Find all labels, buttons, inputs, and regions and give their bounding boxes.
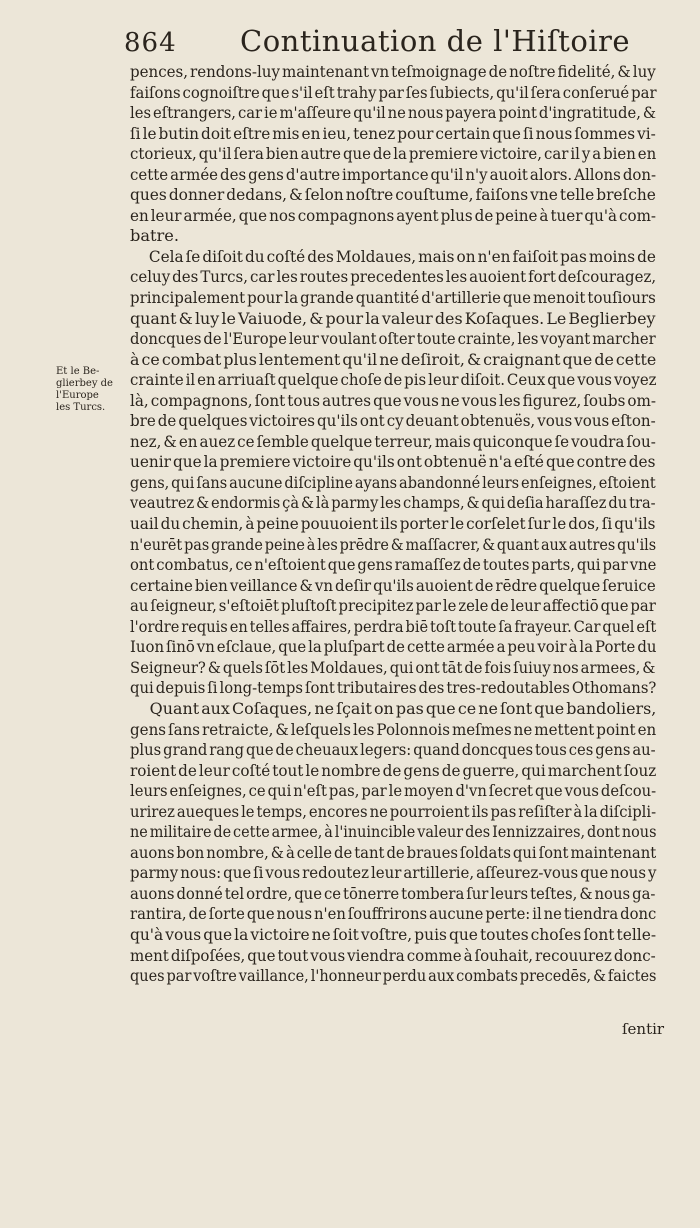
text-line: auons donné tel ordre, que ce tōnerre tombera ſur leurs teſtes, & nous ga-: [130, 883, 656, 903]
text-line: Seigneur? & quels ſōt les Moldaues, qui ont tāt de fois ſuiuy nos armees, &: [130, 657, 656, 677]
page-number: 864: [124, 28, 177, 58]
text-line: Quant aux Coſaques, ne ſçait on pas que ce ne ſont que bandoliers,: [149, 698, 657, 718]
text-line: nez, & en auez ce ſemble quelque terreur, mais quiconque ſe voudra ſou-: [130, 431, 656, 451]
text-line: cette armée des gens d'autre importance qu'il n'y auoit alors. Allons don-: [130, 164, 657, 184]
text-line: en leur armée, que nos compagnons ayent plus de peine à tuer qu'à com-: [130, 205, 657, 225]
text-line: faiſons cognoiſtre que s'il eſt trahy par ſes ſubiects, qu'il ſera conſerué par: [130, 82, 657, 102]
body-text: [130, 62, 656, 987]
marginal-note: [56, 366, 126, 414]
text-line: uenir que la premiere victoire qu'ils ont obtenuë n'a eſté que contre des: [130, 452, 656, 472]
text-line: uail du chemin, à peine pouuoient ils porter le corſelet ſur le dos, ſi qu'ils: [130, 514, 656, 534]
text-line: plus grand rang que de cheuaux legers: quand doncques tous ces gens au-: [130, 740, 656, 760]
text-line: gens, qui ſans aucune diſcipline ayans abandonné leurs enſeignes, eſtoient: [130, 472, 656, 492]
text-line: batre.: [130, 226, 179, 246]
text-line: rantira, de ſorte que nous n'en ſouffrirons aucune perte: il ne tiendra donc: [130, 904, 657, 924]
text-line: l'ordre requis en telles affaires, perdra biē toſt toute ſa frayeur. Car quel eſt: [130, 616, 657, 636]
running-title: Continuation de l'Hiſtoire: [240, 24, 631, 58]
text-line: veautrez & endormis çà & là parmy les champs, & qui deſia haraſſez du tra-: [130, 493, 656, 513]
text-line: roient de leur coſté tout le nombre de gens de guerre, qui marchent ſouz: [130, 760, 657, 780]
text-line: Cela ſe diſoit du coſté des Moldaues, mais on n'en faiſoit pas moins de: [148, 246, 656, 266]
marginal-note-line: Et le Be-: [56, 366, 100, 377]
marginal-note-line: l'Europe: [56, 390, 99, 401]
text-line: ment diſpoſées, que tout vous viendra comme à ſouhait, recouurez donc-: [130, 945, 656, 965]
text-line: gens ſans retraicte, & leſquels les Polonnois meſmes ne mettent point en: [130, 719, 657, 739]
marginal-note-line: les Turcs.: [56, 402, 106, 413]
marginal-note-line: glierbey de: [56, 378, 113, 389]
text-line: à ce combat plus lentement qu'il ne deſiroit, & craignant que de cette: [130, 349, 657, 369]
text-line: là, compagnons, ſont tous autres que vous ne vous les figurez, ſoubs om-: [130, 390, 657, 410]
catchword: ſentir: [622, 1020, 665, 1038]
text-line: certaine bien veillance & vn deſir qu'ils auoient de rēdre quelque ſeruice: [130, 575, 656, 595]
text-line: auons bon nombre, & à celle de tant de braues ſoldats qui ſont maintenant: [130, 842, 657, 862]
text-line: quant & luy le Vaiuode, & pour la valeur des Koſaques. Le Beglierbey: [130, 308, 656, 328]
text-line: au ſeigneur, s'eſtoiēt pluſtoſt precipitez par le zele de leur affectiō que par: [130, 596, 656, 616]
text-line: les eſtrangers, car ie m'aſſeure qu'il ne nous payera point d'ingratitude, &: [130, 103, 657, 123]
text-line: ne militaire de cette armee, à l'inuincible valeur des Iennizzaires, dont nous: [130, 822, 657, 842]
page-header: [124, 22, 684, 66]
text-line: principalement pour la grande quantité d'artillerie que menoit touſiours: [130, 288, 656, 308]
text-line: ques par voſtre vaillance, l'honneur perdu aux combats precedēs, & faictes: [130, 966, 657, 986]
text-line: urirez aueques le temps, encores ne pourroient ils pas reſiſter à la diſcipli-: [130, 801, 657, 821]
text-line: ques donner dedans, & ſelon noſtre couſtume, faiſons vne telle breſche: [130, 185, 656, 205]
text-line: parmy nous: que ſi vous redoutez leur artillerie, aſſeurez-vous que nous y: [130, 863, 657, 883]
text-line: bre de quelques victoires qu'ils ont cy deuant obtenuës, vous vous eſton-: [130, 411, 656, 431]
text-line: pences, rendons-luy maintenant vn teſmoignage de noſtre fidelité, & luy: [130, 62, 656, 81]
text-line: n'eurēt pas grande peine à les prēdre & maſſacrer, & quant aux autres qu'ils: [130, 534, 657, 554]
text-line: qui depuis ſi long-temps ſont tributaires des tres-redoutables Othomans?: [130, 678, 657, 698]
text-line: qu'à vous que la victoire ne ſoit voſtre, puis que toutes choſes ſont telle-: [130, 924, 657, 944]
text-line: celuy des Turcs, car les routes precedentes les auoient fort deſcouragez,: [130, 267, 657, 287]
text-line: ſi le butin doit eſtre mis en ieu, tenez pour certain que ſi nous ſommes vi-: [130, 123, 656, 143]
text-line: ctorieux, qu'il ſera bien autre que de la premiere victoire, car il y a bien en: [130, 144, 657, 164]
text-line: leurs enſeignes, ce qui n'eſt pas, par le moyen d'vn ſecret que vous deſcou-: [130, 781, 657, 801]
text-line: doncques de l'Europe leur voulant oſter toute crainte, les voyant marcher: [130, 329, 656, 349]
text-line: Iuon ſinō vn eſclaue, que la pluſpart de cette armée a peu voir à la Porte du: [130, 637, 657, 657]
text-line: crainte il en arriuaſt quelque choſe de pis leur diſoit. Ceux que vous voyez: [130, 370, 657, 390]
text-line: ont combatus, ce n'eſtoient que gens ramaſſez de toutes parts, qui par vne: [130, 555, 657, 575]
